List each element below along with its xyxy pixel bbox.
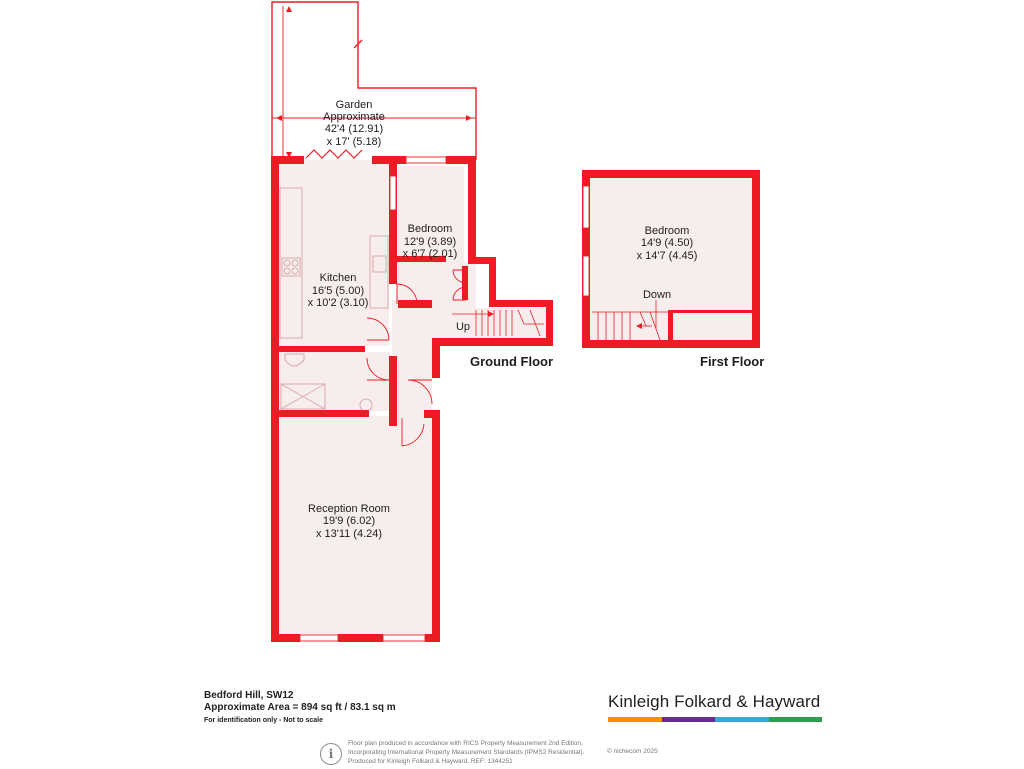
first-floor-title: First Floor: [700, 354, 765, 369]
brand-bar-orange: [608, 717, 662, 722]
brand-name: Kinleigh Folkard & Hayward: [608, 692, 821, 711]
property-address: Bedford Hill, SW12: [204, 690, 294, 701]
kitchen-name: Kitchen: [319, 272, 357, 284]
footer-line-3: Produced for Kinleigh Folkard & Hayward. REF: 1344251: [348, 758, 513, 765]
garden-name: Garden: [335, 99, 373, 111]
property-info: [204, 690, 534, 728]
bedroom-first-label: [637, 225, 698, 262]
kitchen-dim-2: x 10'2 (3.10): [307, 297, 369, 309]
brand-bar-blue: [715, 717, 769, 722]
kitchen-dim-1: 16'5 (5.00): [311, 285, 365, 297]
bifold-door: [306, 150, 362, 158]
stairs-down-label: Down: [642, 289, 672, 301]
stairs-up-label: Up: [455, 321, 471, 333]
brand-bar-purple: [662, 717, 716, 722]
footer-line-1: Floor plan produced in accordance with RICS Property Measurement 2nd Edition,: [348, 740, 583, 747]
brand-bar-green: [769, 717, 823, 722]
garden-dim-2: x 17' (5.18): [326, 136, 382, 148]
info-icon: i: [320, 743, 342, 765]
ground-floor-title: Ground Floor: [470, 354, 554, 369]
property-note: For identification only - Not to scale: [204, 717, 324, 724]
bedroom-ground-dim-1: 12'9 (3.89): [403, 236, 457, 248]
brand-logo: [608, 692, 822, 722]
footer-text: [348, 739, 648, 766]
property-area: Approximate Area = 894 sq ft / 83.1 sq m: [204, 702, 396, 713]
bathroom-floor: [279, 352, 390, 411]
bedroom-first-dim-2: x 14'7 (4.45): [636, 250, 698, 262]
garden-dim-1: 42'4 (12.91): [324, 123, 384, 135]
bedroom-ground-dim-2: x 6'7 (2.01): [402, 248, 458, 260]
reception-name: Reception Room: [308, 503, 390, 515]
garden-approximate: Approximate: [323, 111, 385, 123]
footer: [320, 739, 740, 769]
reception-dim-2: x 13'11 (4.24): [315, 528, 383, 540]
brand-color-bar: [608, 717, 822, 722]
ground-floor-plan: [271, 2, 553, 642]
footer-copyright: © nichecom 2025: [607, 748, 658, 755]
reception-dim-1: 19'9 (6.02): [322, 515, 376, 527]
garden-label: [323, 99, 385, 148]
bedroom-first-name: Bedroom: [644, 225, 690, 237]
footer-line-2: Incorporating International Property Measurement Standards (IPMS2 Residential).: [348, 749, 585, 756]
bedroom-first-dim-1: 14'9 (4.50): [640, 237, 694, 249]
bedroom-ground-label: [403, 223, 458, 260]
bedroom-ground-name: Bedroom: [407, 223, 453, 235]
